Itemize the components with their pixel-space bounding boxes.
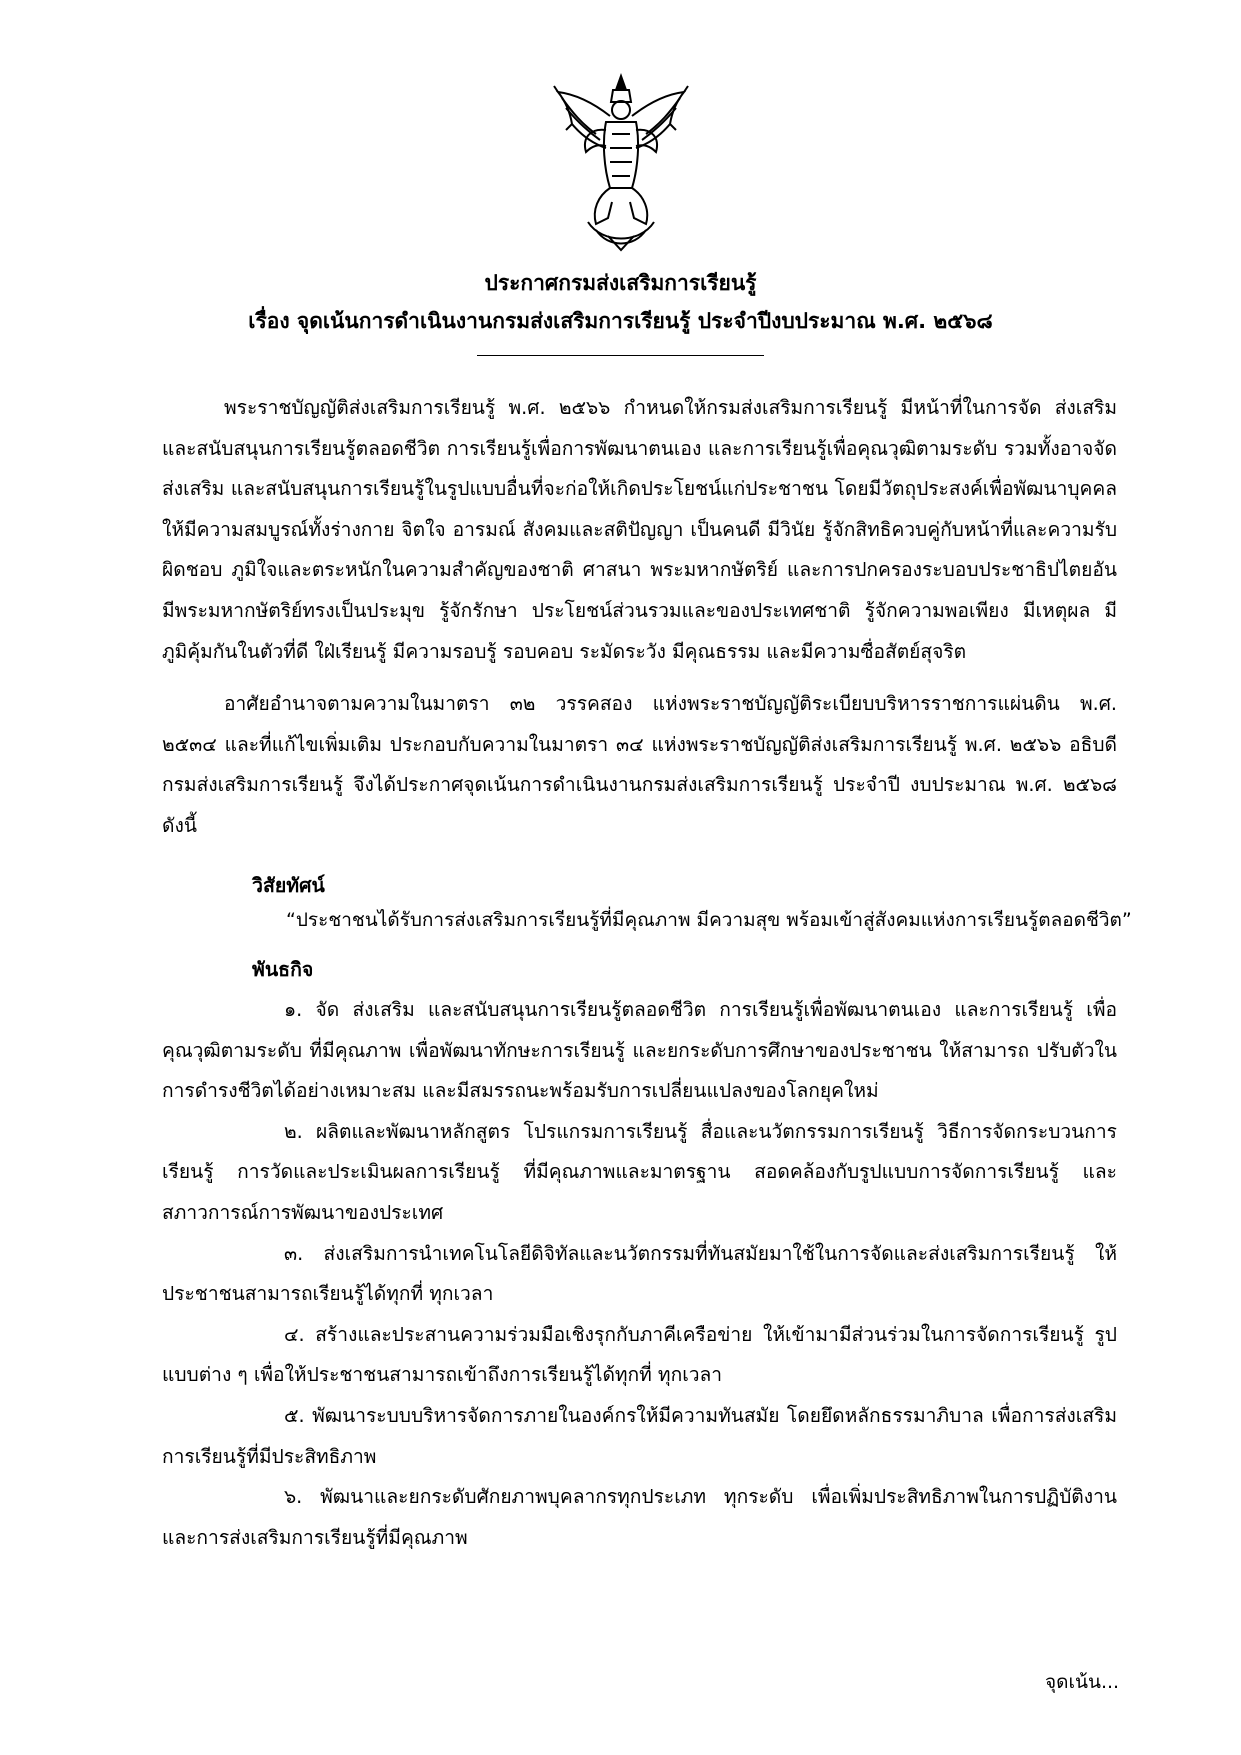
mission-item: ๖. พัฒนาและยกระดับศักยภาพบุคลากรทุกประเภท ทุกระดับ เพื่อเพิ่มประสิทธิภาพในการปฏิบัติงาน และการส่งเสริมการเรียนรู้ที่มีคุณภาพ [162,1485,1117,1549]
title-divider [477,355,764,356]
preamble-paragraph: พระราชบัญญัติส่งเสริมการเรียนรู้ พ.ศ. ๒๕๖๖ กำหนดให้กรมส่งเสริมการเรียนรู้ มีหน้าที่ในการจัด ส่งเสริม และสนับสนุนการเรียนรู้ตลอดชีวิต การเรียนรู้เพื่อการพัฒนาตนเอง และการเรียนรู้เพื่อคุณวุฒิตามระดับ รวมทั้งอาจจัด ส่งเสริม และสนับสนุนการเรียนรู้ในรูปแบบอื่นที่จะก่อให้เกิดประโยชน์แก่ประชาชน โดยมีวัตถุประสงค์เพื่อพัฒนาบุคคลให้มีความสมบูรณ์ทั้งร่างกาย จิตใจ อารมณ์ สังคมและสติปัญญา เป็นคนดี มีวินัย รู้จักสิทธิควบคู่กับหน้าที่และความรับผิดชอบ ภูมิใจและตระหนักในความสำคัญของชาติ ศาสนา พระมหากษัตริย์ และการปกครองระบอบประชาธิปไตยอันมีพระมหากษัตริย์ทรงเป็นประมุข รู้จักรักษา ประโยชน์ส่วนรวมและของประเทศชาติ รู้จักความพอเพียง มีเหตุผล มีภูมิคุ้มกันในตัวที่ดี ใฝ่เรียนรู้ มีความรอบรู้ รอบคอบ ระมัดระวัง มีคุณธรรม และมีความซื่อสัตย์สุจริต [162,396,1117,663]
mission-item: ๑. จัด ส่งเสริม และสนับสนุนการเรียนรู้ตลอดชีวิต การเรียนรู้เพื่อพัฒนาตนเอง และการเรียนรู้ เพื่อคุณวุฒิตามระดับ ที่มีคุณภาพ เพื่อพัฒนาทักษะการเรียนรู้ และยกระดับการศึกษาของประชาชน ให้สามารถ ปรับตัวในการดำรงชีวิตได้อย่างเหมาะสม และมีสมรรถนะพร้อมรับการเปลี่ยนแปลงของโลกยุคใหม่ [162,998,1117,1103]
mission-heading: พันธกิจ [252,958,314,981]
mission-item: ๕. พัฒนาระบบบริหารจัดการภายในองค์กรให้มีความทันสมัย โดยยึดหลักธรรมาภิบาล เพื่อการส่งเสริม การเรียนรู้ที่มีประสิทธิภาพ [162,1403,1117,1468]
mission-item: ๒. ผลิตและพัฒนาหลักสูตร โปรแกรมการเรียนรู้ สื่อและนวัตกรรมการเรียนรู้ วิธีการจัดกระบวนการ เรียนรู้ การวัดและประเมินผลการเรียนรู้ ที่มีคุณภาพและมาตรฐาน สอดคล้องกับรูปแบบการจัดการเรียนรู้ และสภาวการณ์การพัฒนาของประเทศ [162,1119,1117,1224]
mission-item: ๔. สร้างและประสานความร่วมมือเชิงรุกกับภาคีเครือข่าย ให้เข้ามามีส่วนร่วมในการจัดการเรียนรู้ รูปแบบต่าง ๆ เพื่อให้ประชาชนสามารถเข้าถึงการเรียนรู้ได้ทุกที่ ทุกเวลา [162,1322,1117,1387]
continued-marker: จุดเน้น... [1045,1671,1120,1693]
authority-paragraph: อาศัยอำนาจตามความในมาตรา ๓๒ วรรคสอง แห่งพระราชบัญญัติระเบียบบริหารราชการแผ่นดิน พ.ศ. ๒๕๓๔ และที่แก้ไขเพิ่มเติม ประกอบกับความในมาตรา ๓๔ แห่งพระราชบัญญัติส่งเสริมการเรียนรู้ พ.ศ. ๒๕๖๖ อธิบดีกรมส่งเสริมการเรียนรู้ จึงได้ประกาศจุดเน้นการดำเนินงานกรมส่งเสริมการเรียนรู้ ประจำปี งบประมาณ พ.ศ. ๒๕๖๘ ดังนี้ [162,692,1117,837]
garuda-emblem [552,72,690,252]
vision-heading: วิสัยทัศน์ [252,874,325,897]
announcement-title: ประกาศกรมส่งเสริมการเรียนรู้ [484,271,757,295]
vision-statement: “ประชาชนได้รับการส่งเสริมการเรียนรู้ที่มีคุณภาพ มีความสุข พร้อมเข้าสู่สังคมแห่งการเรียนรู้ตลอดชีวิต” [286,909,1132,931]
mission-item: ๓. ส่งเสริมการนำเทคโนโลยีดิจิทัลและนวัตกรรมที่ทันสมัยมาใช้ในการจัดและส่งเสริมการเรียนรู้ ให้ประชาชนสามารถเรียนรู้ได้ทุกที่ ทุกเวลา [162,1241,1117,1306]
announcement-subject: เรื่อง จุดเน้นการดำเนินงานกรมส่งเสริมการเรียนรู้ ประจำปีงบประมาณ พ.ศ. ๒๕๖๘ [248,309,993,333]
mission-list [162,990,1117,1558]
